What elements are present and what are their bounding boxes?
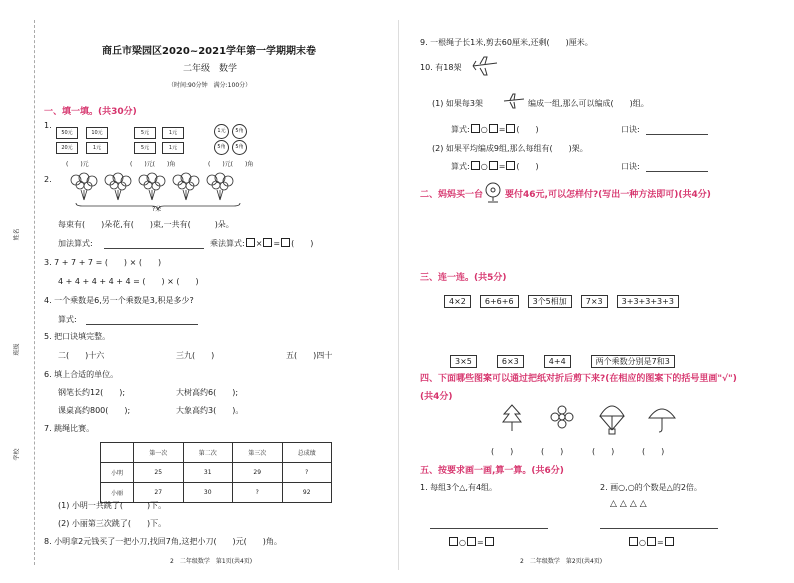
q1-blank-c: ( )元( )角 (208, 161, 254, 168)
calc-label: 算式: (451, 125, 470, 134)
q6-question: 6. 填上合适的单位。 (44, 370, 119, 379)
table-cell: ? (233, 483, 283, 503)
parachute-icon (597, 402, 627, 436)
name-label: 姓名 (13, 228, 21, 241)
school-label: 学校 (13, 448, 21, 461)
section-1-title: 一、填一填。(共30分) (44, 107, 137, 117)
sec4-blank[interactable]: ( ) (592, 447, 615, 456)
q2-mul-tail: ( ) (291, 239, 314, 248)
q6-c: 课桌高约800( ); (58, 406, 131, 415)
sec5-q2-formula: ○ = (628, 537, 675, 547)
q10-2-calc: 算式: ○ = ( ) (451, 162, 539, 171)
connect-item[interactable]: 4+4 (544, 355, 571, 368)
sec5-q1-draw-line (430, 528, 548, 529)
section-4-title-b: (共4分) (420, 392, 453, 402)
sec5-triangles: △△△△ (610, 499, 650, 509)
q10-1-koujue-label: 口诀: (621, 125, 640, 134)
section-3-title: 三、连一连。(共5分) (420, 273, 507, 283)
page-footer-right: 2 二年级数学 第2页(共4页) (520, 558, 603, 565)
table-cell: 30 (183, 483, 233, 503)
q10-1-part-a: (1) 如果每3架 (432, 99, 483, 108)
q8-question: 8. 小明拿2元钱买了一把小刀,找回7角,这把小刀( )元( )角。 (44, 537, 282, 546)
blank-square (489, 161, 498, 170)
page-footer-left: 2 二年级数学 第1页(共4页) (170, 558, 253, 565)
table-cell: 27 (134, 483, 184, 503)
q5-c: 五( )四十 (286, 351, 333, 360)
table-cell: 29 (233, 463, 283, 483)
sec5-q1-formula: ○ = (448, 537, 495, 547)
connect-item[interactable]: 4×2 (444, 295, 471, 308)
banknote: 10元 (86, 127, 108, 139)
airplane-icon (502, 92, 526, 110)
blank-square (471, 124, 480, 133)
q7-question: 7. 跳绳比赛。 (44, 424, 95, 433)
blank-square (467, 537, 476, 546)
exam-info: （时间:90分钟 满分:100分） (168, 82, 252, 89)
blank-square (506, 124, 515, 133)
q7-sub-1: (1) 小明一共跳了( )下。 (58, 501, 167, 510)
q1-blank-a: ( )元 (66, 161, 89, 168)
connect-item[interactable]: 3个5相加 (528, 295, 572, 308)
table-header: 第一次 (134, 443, 184, 463)
q2-brace-label: ?朵 (152, 206, 162, 213)
blank-square (246, 238, 255, 247)
blank-square (647, 537, 656, 546)
q10-1-calc: 算式: ○ = ( ) (451, 125, 539, 134)
q2-line-1: 每束有( )朵花,有( )束,一共有( )朵。 (58, 220, 234, 229)
q7-sub-2: (2) 小丽第三次跳了( )下。 (58, 519, 167, 528)
umbrella-icon (647, 404, 677, 434)
section-2-title-a: 二、妈妈买一台 (420, 190, 484, 200)
coin: 5角 (232, 140, 247, 155)
q3-line-1: 3. 7 + 7 + 7 = ( ) × ( ) (44, 258, 162, 267)
blank-square (629, 537, 638, 546)
q4-question: 4. 一个乘数是6,另一个乘数是3,积是多少? (44, 296, 194, 305)
q6-d: 大象高约3( )。 (176, 406, 244, 415)
blank-square (449, 537, 458, 546)
banknote: 5元 (134, 127, 156, 139)
q4-answer-line (86, 324, 198, 325)
q3-line-2: 4 + 4 + 4 + 4 + 4 = ( ) × ( ) (58, 277, 199, 286)
fan-icon (482, 181, 504, 203)
airplane-icon (470, 55, 500, 77)
q10-1-koujue-line (646, 134, 708, 135)
section-2-title-b: 要付46元,可以怎样付?(写出一种方法即可)(共4分) (505, 190, 711, 200)
connect-item[interactable]: 3×5 (450, 355, 477, 368)
sec5-q2-draw-line (600, 528, 718, 529)
section-4-title-a: 四、下面哪些图案可以通过把纸对折后剪下来?(在相应的图案下的括号里画"√") (420, 374, 737, 384)
calc-tail: ( ) (516, 125, 539, 134)
table-header: 第二次 (183, 443, 233, 463)
table-cell: 小丽 (101, 483, 134, 503)
q10-2-koujue-line (646, 171, 708, 172)
q2-add-label: 加法算式: (58, 239, 93, 248)
class-label: 班级 (13, 343, 21, 356)
q10-2-question: (2) 如果平均编成9组,那么每组有( )架。 (432, 144, 588, 153)
sec5-q1: 1. 每组3个△,有4组。 (420, 483, 498, 492)
coin: 5角 (232, 124, 247, 139)
q7-score-table (100, 442, 332, 503)
table-header: 总成绩 (282, 443, 332, 463)
table-cell: ? (282, 463, 332, 483)
blank-square (485, 537, 494, 546)
blank-square (263, 238, 272, 247)
q6-b: 大树高约6( ); (176, 388, 239, 397)
q6-a: 钢笔长约12( ); (58, 388, 126, 397)
connect-item[interactable]: 6×3 (497, 355, 524, 368)
blank-square (665, 537, 674, 546)
q4-calc-label: 算式: (58, 315, 77, 324)
binding-line (34, 20, 35, 565)
q10-question: 10. 有18架 (420, 63, 462, 72)
connect-item[interactable]: 6+6+6 (480, 295, 519, 308)
sec4-blank[interactable]: ( ) (541, 447, 564, 456)
q2-number: 2. (44, 175, 52, 184)
q10-2-koujue-label: 口诀: (621, 162, 640, 171)
section-5-title: 五、按要求画一画,算一算。(共6分) (420, 466, 564, 476)
table-cell: 31 (183, 463, 233, 483)
calc-label: 算式: (451, 162, 470, 171)
table-cell: 25 (134, 463, 184, 483)
calc-tail: ( ) (516, 162, 539, 171)
banknote: 5元 (134, 142, 156, 154)
q2-add-answer-line (104, 248, 204, 249)
q10-1-part-b: 编成一组,那么可以编成( )组。 (528, 99, 649, 108)
table-row (101, 463, 332, 483)
exam-title: 商丘市梁园区2020~2021学年第一学期期末卷 (102, 46, 317, 57)
blank-square (281, 238, 290, 247)
tree-icon (500, 403, 524, 433)
banknote: 50元 (56, 127, 78, 139)
q5-a: 二( )十六 (58, 351, 105, 360)
q1-number: 1. (44, 121, 52, 130)
table-header: 第三次 (233, 443, 283, 463)
blank-square (506, 161, 515, 170)
sec4-blank[interactable]: ( ) (491, 447, 514, 456)
q5-b: 三九( ) (176, 351, 215, 360)
q2-mul-formula: 乘法算式: × = ( ) (210, 239, 314, 248)
exam-subtitle: 二年级 数学 (183, 64, 238, 74)
blank-square (489, 124, 498, 133)
q5-question: 5. 把口诀填完整。 (44, 332, 111, 341)
table-cell: 92 (282, 483, 332, 503)
coin: 5角 (214, 140, 229, 155)
connect-top-row (444, 289, 679, 308)
sec5-q2: 2. 画○,○的个数是△的2倍。 (600, 483, 702, 492)
flower-icon (550, 405, 574, 429)
blank-square (471, 161, 480, 170)
table-header (101, 443, 134, 463)
q1-blank-b: ( )元( )角 (130, 161, 176, 168)
connect-item[interactable]: 7×3 (581, 295, 608, 308)
banknote: 20元 (56, 142, 78, 154)
banknote: 1元 (162, 127, 184, 139)
connect-item[interactable]: 两个乘数分别是7和3 (591, 355, 675, 368)
q9-question: 9. 一根绳子长1米,剪去60厘米,还剩( )厘米。 (420, 38, 593, 47)
coin: 1元 (214, 124, 229, 139)
connect-item[interactable]: 3+3+3+3+3 (617, 295, 679, 308)
q2-mul-label: 乘法算式: (210, 239, 245, 248)
sec4-blank[interactable]: ( ) (642, 447, 665, 456)
connect-bottom-row (450, 349, 675, 368)
banknote: 1元 (162, 142, 184, 154)
page-divider (398, 20, 399, 570)
table-cell: 小明 (101, 463, 134, 483)
table-header-row (101, 443, 332, 463)
banknote: 1元 (86, 142, 108, 154)
